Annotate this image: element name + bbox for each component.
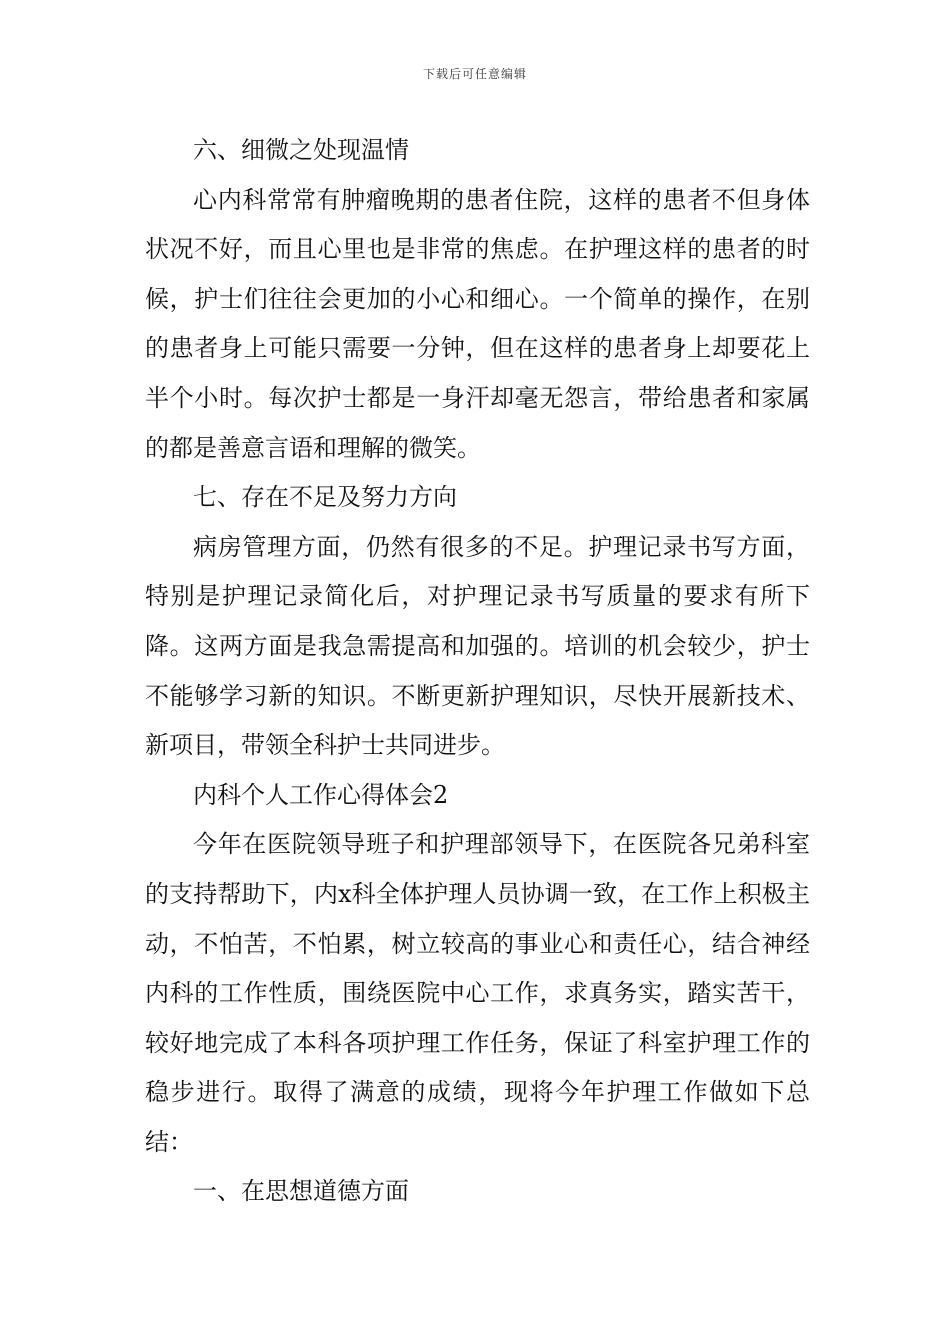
body-paragraph: 心内科常常有肿瘤晚期的患者住院，这样的患者不但身体状况不好，而且心里也是非常的焦虑。在护理这样的患者的时候，护士们往往会更加的小心和细心。一个简单的操作，在别的患者身上可能只需要一分钟，但在这样的患者身上却要花上半个小时。每次护士都是一身汗却毫无怨言，带给患者和家属的都是善意言语和理解的微笑。 xyxy=(145,185,810,462)
section-heading-6: 六、细微之处现温情 xyxy=(193,136,409,164)
section-heading-7: 七、存在不足及努力方向 xyxy=(193,483,457,512)
document-body xyxy=(145,126,810,1217)
section-heading-1: 一、在思想道德方面 xyxy=(193,1177,409,1206)
body-paragraph: 病房管理方面，仍然有很多的不足。护理记录书写方面，特别是护理记录简化后，对护理记录书写质量的要求有所下降。这两方面是我急需提高和加强的。培训的机会较少，护士不能够学习新的知识。不断更新护理知识，尽快开展新技术、新项目，带领全科护士共同进步。 xyxy=(145,532,810,760)
article-title: 内科个人工作心得体会2 xyxy=(193,780,449,809)
body-paragraph: 今年在医院领导班子和护理部领导下，在医院各兄弟科室的支持帮助下，内x科全体护理人员协调一致，在工作上积极主动，不怕苦，不怕累，树立较高的事业心和责任心，结合神经内科的工作性质，围绕医院中心工作，求真务实，踏实苦干，较好地完成了本科各项护理工作任务，保证了科室护理工作的稳步进行。取得了满意的成绩，现将今年护理工作做如下总结： xyxy=(145,830,810,1156)
page-header-note: 下载后可任意编辑 xyxy=(422,67,527,81)
